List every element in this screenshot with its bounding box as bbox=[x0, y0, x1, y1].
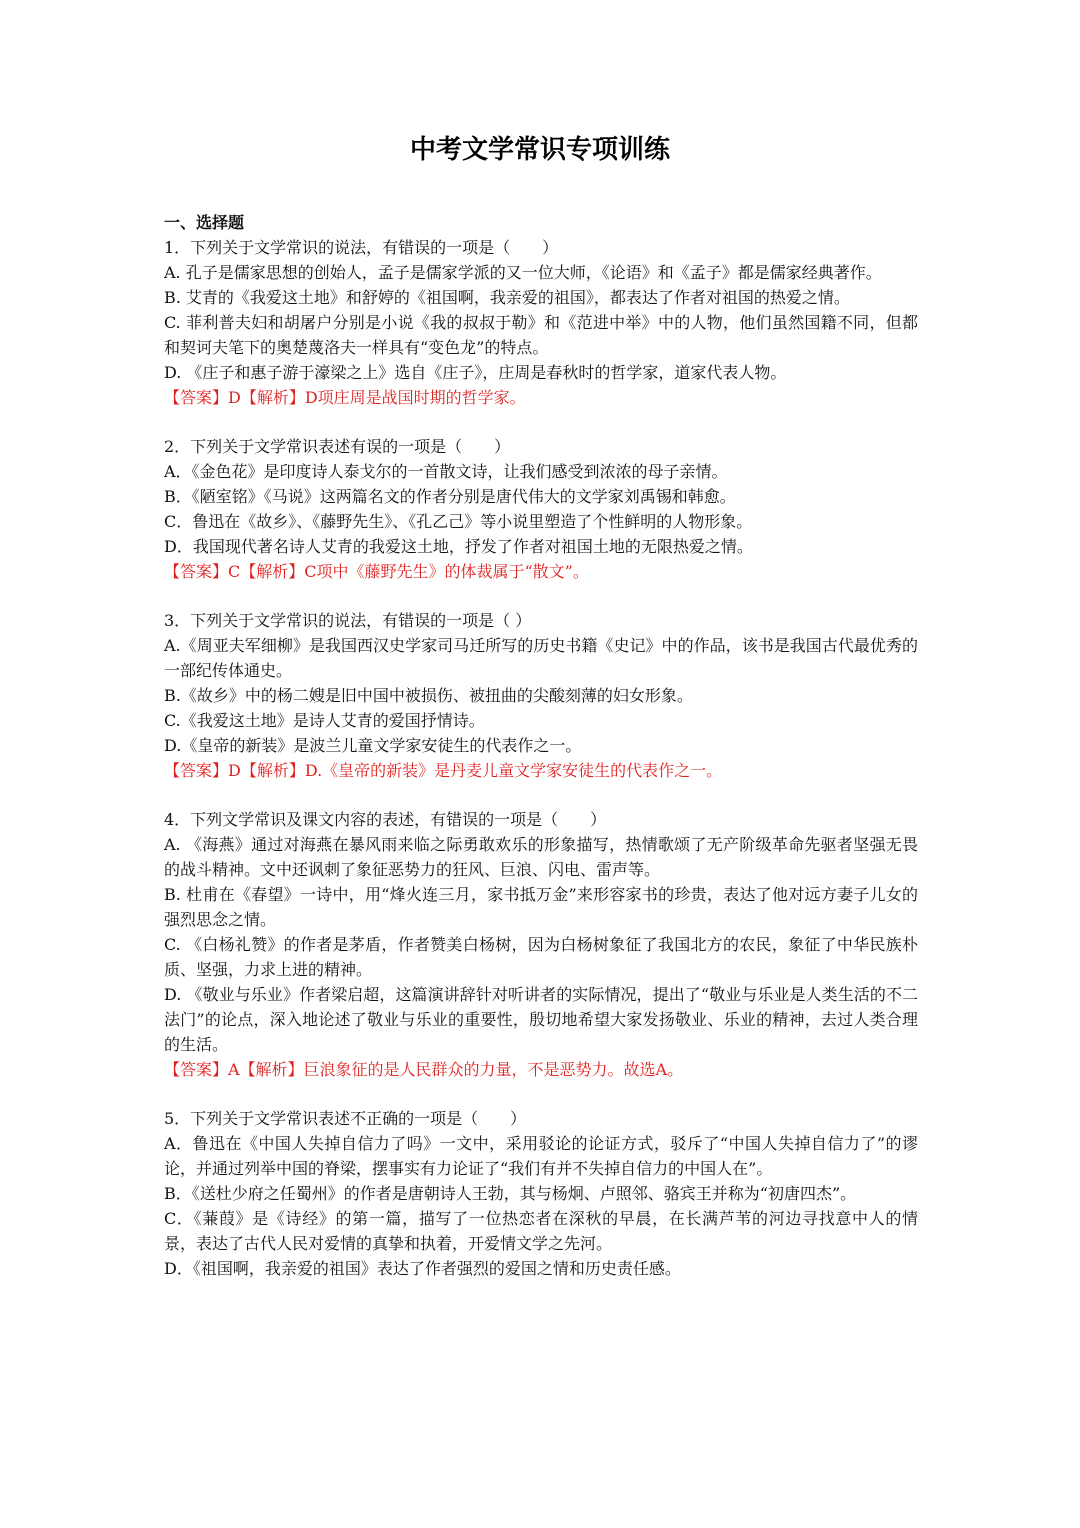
question-stem: 2．下列关于文学常识表述有误的一项是（ ） bbox=[164, 437, 511, 456]
option-b: B. 杜甫在《春望》一诗中，用“烽火连三月，家书抵万金”来形容家书的珍贵，表达了他对远方妻子儿女的强烈思念之情。 bbox=[164, 885, 918, 929]
answer-explanation: 【答案】A【解析】巨浪象征的是人民群众的力量，不是恶势力。故选A。 bbox=[164, 1060, 684, 1079]
option-b: B. 艾青的《我爱这土地》和舒婷的《祖国啊，我亲爱的祖国》，都表达了作者对祖国的热爱之情。 bbox=[164, 288, 850, 307]
question-stem: 4．下列文学常识及课文内容的表述，有错误的一项是（ ） bbox=[164, 810, 607, 829]
option-a: A．《金色花》是印度诗人泰戈尔的一首散文诗，让我们感受到浓浓的母子亲情。 bbox=[164, 462, 728, 481]
document-body bbox=[164, 210, 918, 1305]
question-stem: 5．下列关于文学常识表述不正确的一项是（ ） bbox=[164, 1109, 527, 1128]
option-c: C．鲁迅在《故乡》、《藤野先生》、《孔乙己》等小说里塑造了个性鲜明的人物形象。 bbox=[164, 512, 753, 531]
option-c: C. 菲利普夫妇和胡屠户分别是小说《我的叔叔于勒》和《范进中举》中的人物，他们虽然国籍不同，但都和契诃夫笔下的奥楚蔑洛夫一样具有“变色龙”的特点。 bbox=[164, 313, 918, 357]
option-d: D．《祖国啊，我亲爱的祖国》表达了作者强烈的爱国之情和历史责任感。 bbox=[164, 1259, 681, 1278]
option-c: C.《我爱这土地》是诗人艾青的爱国抒情诗。 bbox=[164, 711, 485, 730]
question-2 bbox=[164, 434, 918, 584]
answer-explanation: 【答案】C【解析】C项中《藤野先生》的体裁属于“散文”。 bbox=[164, 562, 589, 581]
option-c: C．《蒹葭》是《诗经》的第一篇，描写了一位热恋者在深秋的早晨，在长满芦苇的河边寻找意中人的情景，表达了古代人民对爱情的真挚和执着，开爱情文学之先河。 bbox=[164, 1209, 918, 1253]
question-stem: 1．下列关于文学常识的说法，有错误的一项是（ ） bbox=[164, 238, 559, 257]
option-a: A．鲁迅在《中国人失掉自信力了吗》一文中，采用驳论的论证方式，驳斥了“中国人失掉自信力了”的谬论，并通过列举中国的脊梁，摆事实有力论证了“我们有并不失掉自信力的中国人在”。 bbox=[164, 1134, 918, 1178]
option-b: B.《故乡》中的杨二嫂是旧中国中被损伤、被扭曲的尖酸刻薄的妇女形象。 bbox=[164, 686, 693, 705]
option-d: D.《皇帝的新装》是波兰儿童文学家安徒生的代表作之一。 bbox=[164, 736, 582, 755]
option-b: B．《送杜少府之任蜀州》的作者是唐朝诗人王勃，其与杨炯、卢照邻、骆宾王并称为“初唐四杰”。 bbox=[164, 1184, 857, 1203]
question-1 bbox=[164, 235, 918, 410]
question-3 bbox=[164, 608, 918, 783]
option-b: B．《陋室铭》《马说》这两篇名文的作者分别是唐代伟大的文学家刘禹锡和韩愈。 bbox=[164, 487, 736, 506]
page-title: 中考文学常识专项训练 bbox=[409, 135, 670, 165]
question-stem: 3．下列关于文学常识的说法，有错误的一项是（ ） bbox=[164, 611, 532, 630]
option-a: A.《周亚夫军细柳》是我国西汉史学家司马迁所写的历史书籍《史记》中的作品，该书是我国古代最优秀的一部纪传体通史。 bbox=[164, 636, 918, 680]
question-4 bbox=[164, 807, 918, 1082]
section-heading: 一、选择题 bbox=[164, 213, 245, 232]
option-d: D. 《敬业与乐业》作者梁启超，这篇演讲辞针对听讲者的实际情况，提出了“敬业与乐业是人类生活的不二法门”的论点，深入地论述了敬业与乐业的重要性，殷切地希望大家发扬敬业、乐业的精神，去过人类合理的生活。 bbox=[164, 985, 918, 1054]
option-d: D．我国现代著名诗人艾青的我爱这土地，抒发了作者对祖国土地的无限热爱之情。 bbox=[164, 537, 753, 556]
option-a: A. 孔子是儒家思想的创始人，孟子是儒家学派的又一位大师，《论语》和《孟子》都是儒家经典著作。 bbox=[164, 263, 882, 282]
question-5 bbox=[164, 1106, 918, 1281]
option-a: A. 《海燕》通过对海燕在暴风雨来临之际勇敢欢乐的形象描写，热情歌颂了无产阶级革命先驱者坚强无畏的战斗精神。文中还讽刺了象征恶势力的狂风、巨浪、闪电、雷声等。 bbox=[164, 835, 918, 879]
answer-explanation: 【答案】D【解析】D项庄周是战国时期的哲学家。 bbox=[164, 388, 526, 407]
option-c: C. 《白杨礼赞》的作者是茅盾，作者赞美白杨树，因为白杨树象征了我国北方的农民，象征了中华民族朴质、坚强，力求上进的精神。 bbox=[164, 935, 918, 979]
answer-explanation: 【答案】D【解析】D.《皇帝的新装》是丹麦儿童文学家安徒生的代表作之一。 bbox=[164, 761, 723, 780]
option-d: D. 《庄子和惠子游于濠梁之上》选自《庄子》，庄周是春秋时的哲学家，道家代表人物。 bbox=[164, 363, 787, 382]
